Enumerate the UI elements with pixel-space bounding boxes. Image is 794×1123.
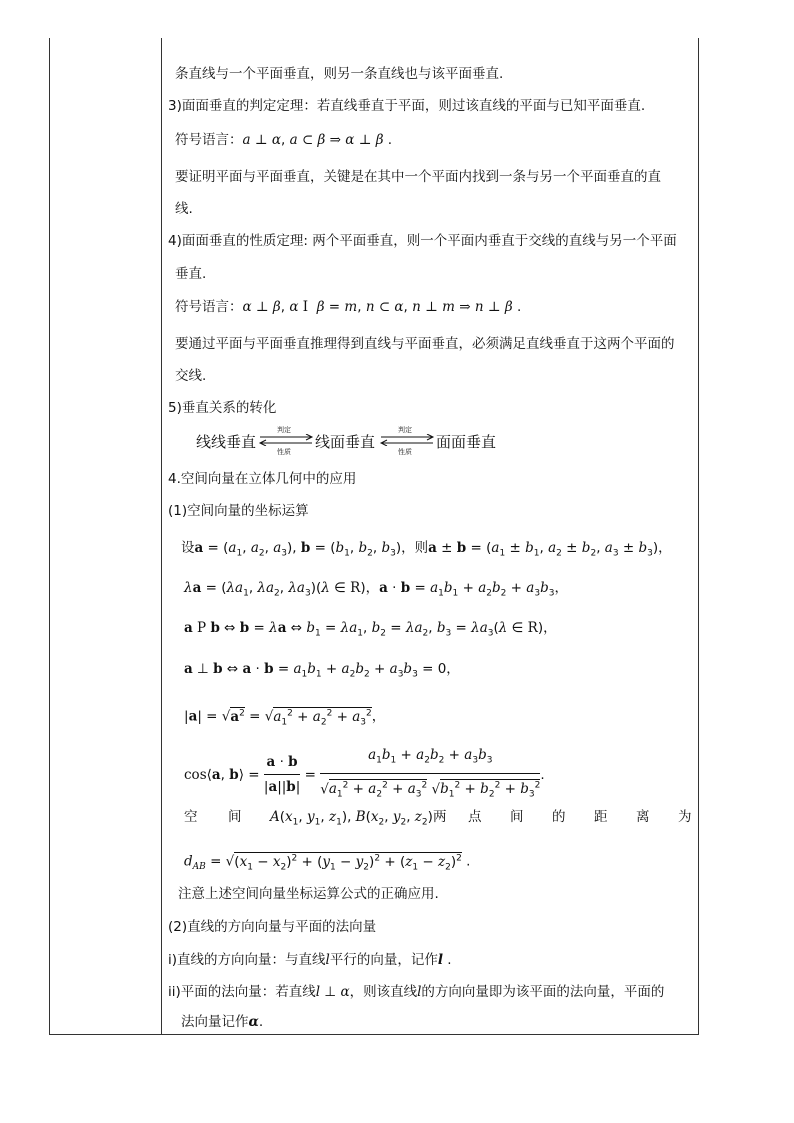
label: 离 bbox=[636, 809, 650, 825]
text-line: 要证明平面与平面垂直，关键是在其中一个平面内找到一条与另一个平面垂直的直 bbox=[175, 169, 661, 185]
subsection-heading: (1)空间向量的坐标运算 bbox=[168, 503, 309, 519]
text-line: 要通过平面与平面垂直推理得到直线与平面垂直，必须满足直线垂直于这两个平面的 bbox=[175, 336, 675, 352]
label: ii)平面的法向量：若直线 bbox=[168, 984, 316, 1000]
arrow-label-top: 判定 bbox=[277, 426, 291, 434]
text-line: 垂直. bbox=[175, 266, 207, 282]
label: 的方向向量即为该平面的法向量，平面的 bbox=[421, 984, 665, 1000]
formula-cosine: cos⟨a, b⟩ = $\frac{a \cdot b}{|a||b|}$ = $\frac{a_1b_1 + a_2b_2 + a_3b_3}{√a_1^2 + a_2^2 + a_3^2 √b_1^2 + b_2^2 + b_3^2}$ . bbox=[184, 744, 545, 806]
normal-vector-notation: 法向量记作α. bbox=[181, 1014, 264, 1030]
symbol-language-1: 符号语言：a ⊥ α, a ⊂ β ⇒ α ⊥ β . bbox=[175, 132, 393, 148]
arrow-label-top: 判定 bbox=[398, 426, 412, 434]
column-divider bbox=[161, 38, 162, 1034]
text-line: 线. bbox=[175, 201, 193, 217]
formula-perpendicular: a ⊥ b ⇔ $a \cdot b = a_1b_1 + a_2b_2 + a_3b_3 = 0$， bbox=[184, 661, 460, 680]
label: 设 bbox=[181, 540, 195, 556]
label: 间 bbox=[228, 809, 242, 825]
text-line: 交线. bbox=[175, 368, 207, 384]
section-heading: 4.空间向量在立体几何中的应用 bbox=[168, 471, 357, 487]
perpendicular-relation-diagram bbox=[196, 425, 616, 459]
text-line: 4)面面垂直的性质定理: 两个平面垂直，则一个平面内垂直于交线的直线与另一个平面 bbox=[168, 233, 677, 249]
label: 为 bbox=[678, 809, 692, 825]
label: 空 bbox=[184, 809, 198, 825]
formula-magnitude: $|a| = √a^2 = √a_1^2 + a_2^2 + a_3^2$， bbox=[184, 708, 386, 728]
label: 距 bbox=[594, 809, 608, 825]
label: 符号语言： bbox=[175, 132, 243, 148]
node-line-plane: 线面垂直 bbox=[315, 433, 376, 451]
arrow-label-bottom: 性质 bbox=[398, 448, 412, 456]
label: ，则 bbox=[401, 540, 429, 556]
double-arrow-icon bbox=[258, 434, 314, 446]
label: 两 bbox=[432, 809, 447, 825]
label: i)直线的方向向量：与直线 bbox=[168, 952, 326, 968]
formula-vector-add: 设$a = (a_1$, $a_2$, $a_3$), $b = (b_1$, $b_2$, $b_3$)，则$a \pm b = (a_1 \pm b_1$, $a_2 \pm b_2$, $a_3 \pm b_3$)， bbox=[181, 540, 672, 559]
text-line: 注意上述空间向量坐标运算公式的正确应用. bbox=[178, 886, 439, 902]
label: 点 bbox=[468, 809, 482, 825]
text-line: 5)垂直关系的转化 bbox=[168, 400, 277, 416]
label: $A(x_1$, $y_1$, $z_1$), $B(x_2$, $y_2$, $z_2$)两 bbox=[270, 809, 447, 828]
label: 法向量记作 bbox=[181, 1014, 249, 1030]
formula-distance: $d_{AB} = √(x_1 - x_2)^2 + (y_1 - y_2)^2 + (z_1 - z_2)^2$ . bbox=[184, 853, 471, 873]
label: 符号语言： bbox=[175, 299, 243, 315]
arrow-label-bottom: 性质 bbox=[277, 448, 291, 456]
node-line-line: 线线垂直 bbox=[196, 433, 257, 451]
normal-vector-line: ii)平面的法向量：若直线l ⊥ α，则该直线l的方向向量即为该平面的法向量，平面的 bbox=[168, 984, 665, 1000]
label: 间 bbox=[510, 809, 524, 825]
subsection-heading: (2)直线的方向向量与平面的法向量 bbox=[168, 919, 377, 935]
double-arrow-icon bbox=[379, 434, 435, 446]
label: 平行的向量，记作 bbox=[329, 952, 438, 968]
text-line: 条直线与一个平面垂直，则另一条直线也与该平面垂直. bbox=[175, 66, 504, 82]
direction-vector-line: i)直线的方向向量：与直线l平行的向量，记作l . bbox=[168, 952, 452, 968]
text-line: 3)面面垂直的判定定理：若直线垂直于平面，则过该直线的平面与已知平面垂直. bbox=[168, 98, 646, 114]
formula-parallel: a P b ⇔ b = λa ⇔ $b_1 = \lambda a_1$, $b_2 = \lambda a_2$, $b_3 = \lambda a_3(\lambda$ ∈ R)， bbox=[184, 620, 557, 639]
label: 的 bbox=[552, 809, 566, 825]
node-plane-plane: 面面垂直 bbox=[436, 433, 497, 451]
symbol-language-2: 符号语言：α ⊥ β, α I β = m, n ⊂ α, n ⊥ m ⇒ n ⊥ β . bbox=[175, 299, 522, 315]
formula-scalar-mult: $\lambda a = (\lambda a_1$, $\lambda a_2$, $\lambda a_3)(\lambda$ ∈ R)，$a \cdot b = a_1b_1 + a_2b_2 + a_3b_3$， bbox=[184, 580, 568, 599]
label: ，则该直线 bbox=[349, 984, 418, 1000]
